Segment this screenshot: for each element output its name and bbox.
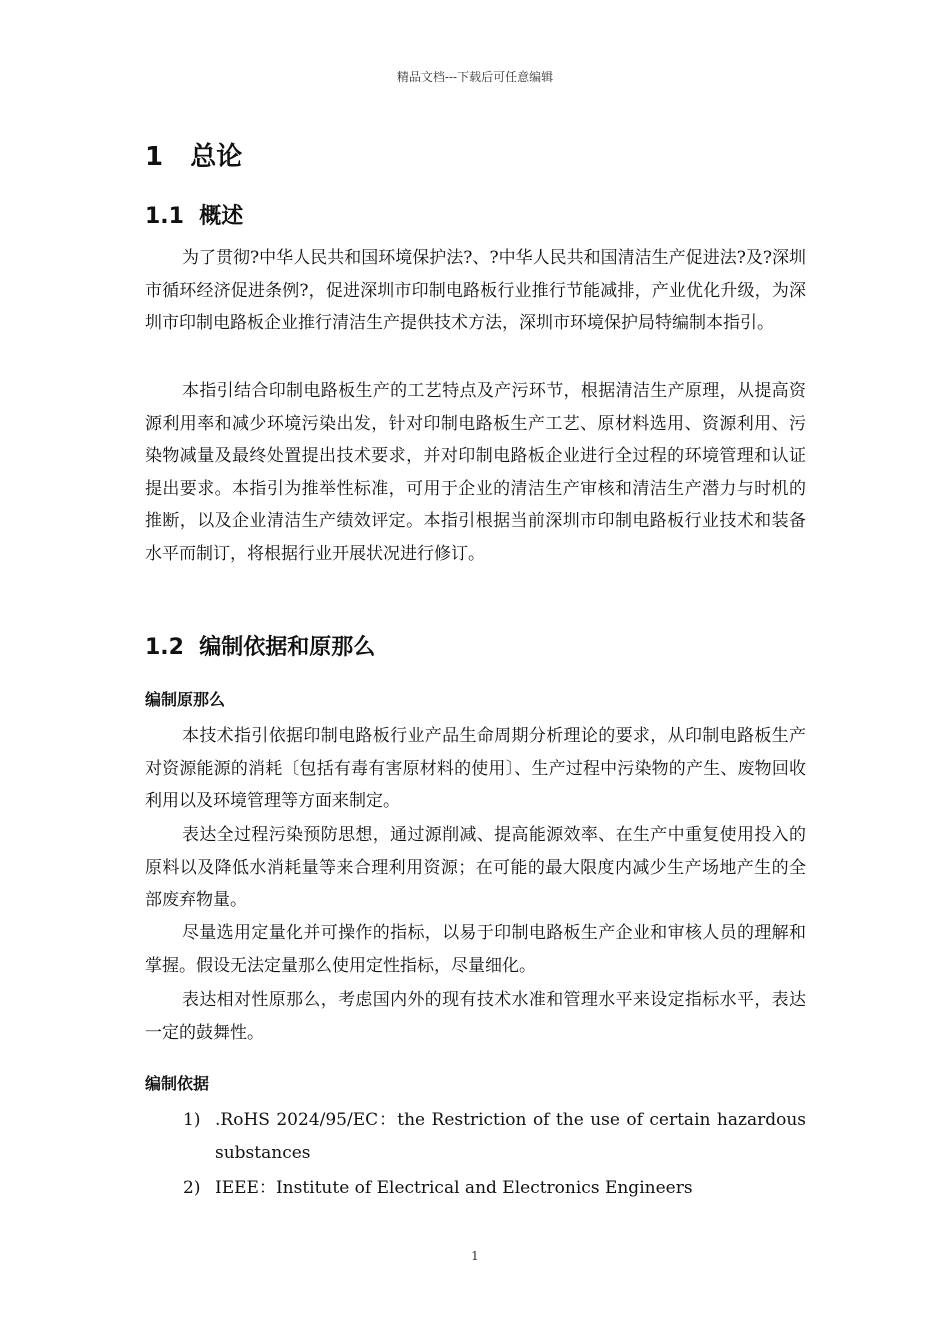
principles-paragraph-4: 表达相对性原那么，考虑国内外的现有技术水准和管理水平来设定指标水平，表达一定的鼓舞性。 bbox=[145, 990, 806, 1043]
subsection-title-principles: 编制原那么 bbox=[145, 690, 226, 709]
list-item bbox=[183, 1104, 806, 1170]
list-item-text: IEEE：Institute of Electrical and Electronics Engineers bbox=[215, 1178, 693, 1198]
section-title-basis-principles: 1.2 编制依据和原那么 bbox=[145, 635, 376, 660]
principles-paragraph-1: 本技术指引依据印制电路板行业产品生命周期分析理论的要求，从印制电路板生产对资源能源的消耗〔包括有毒有害原材料的使用〕、生产过程中污染物的产生、废物回收利用以及环境管理等方面来制定。 bbox=[145, 726, 806, 811]
list-item-number: 2) bbox=[183, 1178, 201, 1198]
subsection-title-basis: 编制依据 bbox=[145, 1074, 210, 1093]
page-header: 精品文档---下载后可任意编辑 bbox=[396, 70, 554, 84]
principles-paragraph-2: 表达全过程污染预防思想，通过源削减、提高能源效率、在生产中重复使用投入的原料以及降低水消耗量等来合理利用资源；在可能的最大限度内减少生产场地产生的全部废弃物量。 bbox=[145, 825, 806, 910]
basis-list bbox=[183, 1104, 806, 1207]
list-item-number: 1) bbox=[183, 1110, 201, 1130]
overview-paragraph-2: 本指引结合印制电路板生产的工艺特点及产污环节，根据清洁生产原理，从提高资源利用率和减少环境污染出发，针对印制电路板生产工艺、原材料选用、资源利用、污染物减量及最终处置提出技术要求，并对印制电路板企业进行全过程的环境管理和认证提出要求。本指引为推举性标准，可用于企业的清洁生产审核和清洁生产潜力与时机的推断，以及企业清洁生产绩效评定。本指引根据当前深圳市印制电路板行业技术和装备水平而制订，将根据行业开展状况进行修订。 bbox=[145, 381, 806, 564]
section-title-overview: 1.1 概述 bbox=[145, 204, 244, 229]
overview-paragraph-1: 为了贯彻?中华人民共和国环境保护法?、?中华人民共和国清洁生产促进法?及?深圳市循环经济促进条例?，促进深圳市印制电路板行业推行节能减排，产业优化升级，为深圳市印制电路板企业推行清洁生产提供技术方法，深圳市环境保护局特编制本指引。 bbox=[145, 248, 806, 333]
list-item-text: .RoHS 2024/95/EC：the Restriction of the use of certain hazardous substances bbox=[215, 1110, 806, 1163]
chapter-title: 1 总论 bbox=[145, 142, 243, 172]
principles-paragraph-3: 尽量选用定量化并可操作的指标，以易于印制电路板生产企业和审核人员的理解和掌握。假设无法定量那么使用定性指标，尽量细化。 bbox=[145, 923, 806, 976]
page-number: 1 bbox=[471, 1249, 479, 1263]
list-item bbox=[183, 1172, 806, 1205]
